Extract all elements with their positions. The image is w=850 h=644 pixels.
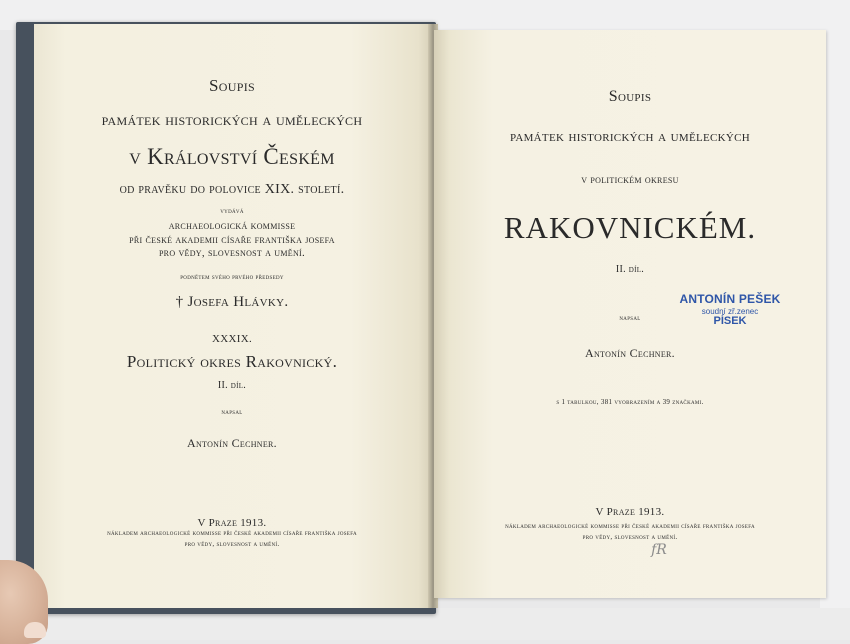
fingernail xyxy=(24,622,46,638)
left-publisher-line1: nákladem archaeologické kommisse při české akademii císaře františka josefa xyxy=(107,529,357,537)
left-title-pamatek: památek historických a uměleckých xyxy=(101,110,363,129)
left-org-line2: při české akademii císaře františka josefa xyxy=(129,234,335,246)
left-wrote: napsal xyxy=(221,408,243,416)
right-title-pamatek: památek historických a uměleckých xyxy=(509,128,751,145)
left-volume: XXXIX. xyxy=(212,333,252,345)
right-publisher-line2: pro vědy, slovesnost a umění. xyxy=(582,533,678,541)
left-founder: † Josefa Hlávky. xyxy=(175,294,289,310)
left-issued-by: vydává xyxy=(220,207,244,215)
left-title-kralovstvi: v Království Českém xyxy=(129,144,335,169)
right-contents: s 1 tabulkou, 381 vyobrazením a 39 značkami. xyxy=(556,398,704,406)
left-org-line3: pro vědy, slovesnost a umění. xyxy=(158,247,306,259)
right-page xyxy=(434,30,826,598)
left-publisher-line2: pro vědy, slovesnost a umění. xyxy=(184,540,280,548)
left-part: II. díl. xyxy=(217,380,247,391)
stamp-title: soudní zř.zenec xyxy=(701,307,759,316)
left-org-line1: archaeologická kommisse xyxy=(168,220,296,232)
right-place-year: V Praze 1913. xyxy=(595,506,665,518)
stamp-city: PÍSEK xyxy=(713,315,747,327)
stamp-name: ANTONÍN PEŠEK xyxy=(679,292,781,306)
right-part: II. díl. xyxy=(615,264,645,275)
left-page xyxy=(34,24,430,608)
right-author: Antonín Cechner. xyxy=(585,346,675,360)
right-subtitle: v politickém okresu xyxy=(581,174,679,186)
right-title-soupis: Soupis xyxy=(608,88,652,105)
left-place-year: V Praze 1913. xyxy=(197,517,267,529)
left-author: Antonín Cechner. xyxy=(187,436,277,450)
right-district: RAKOVNICKÉM. xyxy=(503,210,757,245)
right-wrote: napsal xyxy=(619,314,641,322)
left-title-soupis: Soupis xyxy=(209,76,255,95)
left-title-period: od pravěku do polovice XIX. století. xyxy=(119,182,345,197)
left-district: Politický okres Rakovnický. xyxy=(126,352,338,371)
owner-stamp xyxy=(670,292,790,327)
pencil-mark: fR xyxy=(651,542,667,558)
left-initiated: podnětem svého prvého předsedy xyxy=(180,273,284,281)
right-publisher-line1: nákladem archaeologické kommisse při české akademii císaře františka josefa xyxy=(505,522,755,530)
